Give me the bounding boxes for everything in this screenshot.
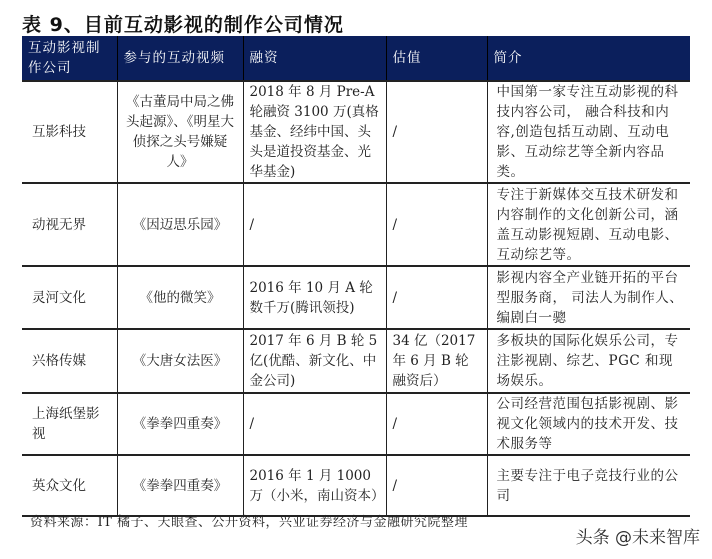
cell-company: 上海纸堡影视 <box>22 393 117 455</box>
table-row <box>22 455 690 516</box>
watermark: 头条 @未来智库 <box>575 528 700 548</box>
companies-table <box>22 36 690 517</box>
cell-videos: 《大唐女法医》 <box>117 329 243 393</box>
cell-company: 互影科技 <box>22 81 117 183</box>
source-note: 资料来源：IT 橘子、天眼查、公开资料，兴业证券经济与金融研究院整理 <box>30 515 468 530</box>
table-row <box>22 329 690 393</box>
cell-valuation: / <box>386 393 487 455</box>
cell-videos: 《他的微笑》 <box>117 266 243 329</box>
cell-financing: 2016 年 10 月 A 轮数千万(腾讯领投) <box>243 266 386 329</box>
cell-intro: 多板块的国际化娱乐公司，专注影视剧、综艺、PGC 和现场娱乐。 <box>487 329 690 393</box>
cell-company: 英众文化 <box>22 455 117 516</box>
cell-company: 灵河文化 <box>22 266 117 329</box>
cell-financing: / <box>243 393 386 455</box>
table-body <box>22 81 690 516</box>
cell-financing: 2018 年 8 月 Pre-A 轮融资 3100 万(真格基金、经纬中国、头头是道投资基金、光华基金) <box>243 81 386 183</box>
header-videos: 参与的互动视频 <box>117 36 243 81</box>
table-row <box>22 393 690 455</box>
table-title: 表 9、目前互动影视的制作公司情况 <box>22 14 344 36</box>
cell-videos: 《拳拳四重奏》 <box>117 455 243 516</box>
cell-valuation: / <box>386 183 487 266</box>
cell-videos: 《拳拳四重奏》 <box>117 393 243 455</box>
header-financing: 融资 <box>243 36 386 81</box>
cell-company: 兴格传媒 <box>22 329 117 393</box>
header-company: 互动影视制作公司 <box>22 36 117 81</box>
cell-videos: 《因迈思乐园》 <box>117 183 243 266</box>
cell-intro: 中国第一家专注互动影视的科技内容公司， 融合科技和内容,创造包括互动剧、互动电影、互动综艺等全新内容品类。 <box>487 81 690 183</box>
cell-valuation: / <box>386 81 487 183</box>
cell-intro: 公司经营范围包括影视剧、影视文化领域内的技术开发、技术服务等 <box>487 393 690 455</box>
table-header <box>22 36 690 81</box>
table-row <box>22 183 690 266</box>
cell-valuation: / <box>386 266 487 329</box>
cell-financing: 2017 年 6 月 B 轮 5 亿(优酷、新文化、中金公司) <box>243 329 386 393</box>
cell-financing: 2016 年 1 月 1000 万（小米，南山资本） <box>243 455 386 516</box>
cell-intro: 专注于新媒体交互技术研发和内容制作的文化创新公司，涵盖互动影视短剧、互动电影、互动综艺等。 <box>487 183 690 266</box>
header-valuation: 估值 <box>386 36 487 81</box>
cell-company: 动视无界 <box>22 183 117 266</box>
cell-valuation: / <box>386 455 487 516</box>
table-row <box>22 266 690 329</box>
cell-valuation: 34 亿（2017 年 6 月 B 轮融资后） <box>386 329 487 393</box>
cell-videos: 《古董局中局之佛头起源》、《明星大侦探之头号嫌疑人》 <box>117 81 243 183</box>
header-row <box>22 36 690 81</box>
cell-intro: 主要专注于电子竞技行业的公司 <box>487 455 690 516</box>
header-intro: 简介 <box>487 36 690 81</box>
cell-intro: 影视内容全产业链开拓的平台型服务商， 司法人为制作人、编剧白一骢 <box>487 266 690 329</box>
cell-financing: / <box>243 183 386 266</box>
table-row <box>22 81 690 183</box>
